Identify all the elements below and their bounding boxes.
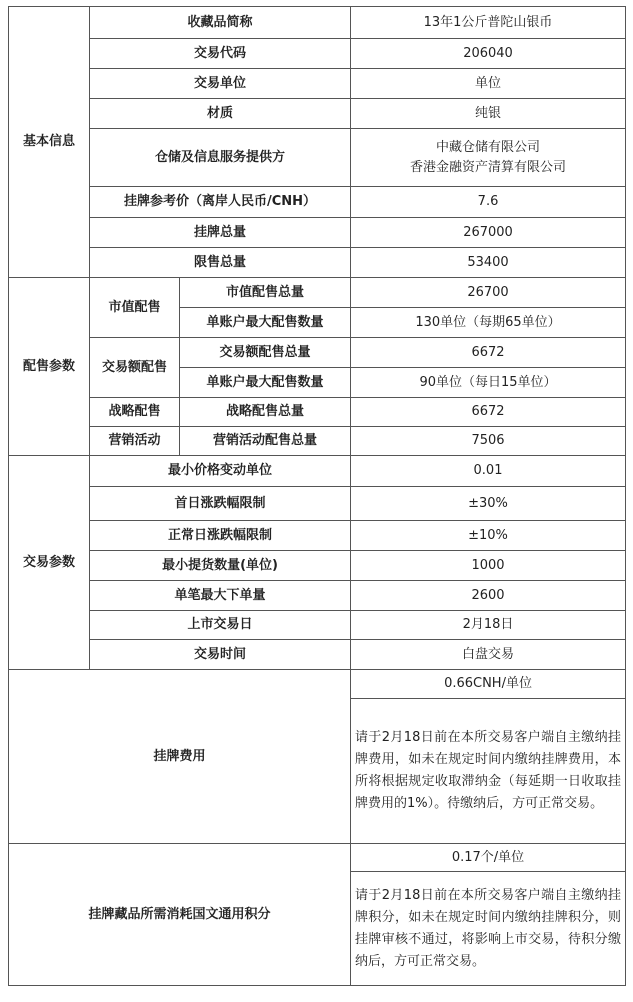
listing-fee-value: 0.66CNH/单位 [351, 670, 626, 699]
field-label: 正常日涨跌幅限制 [90, 521, 351, 551]
listing-points-label: 挂牌藏品所需消耗国文通用积分 [9, 844, 351, 986]
allotment-group-label: 交易额配售 [90, 338, 180, 398]
field-value: 26700 [351, 278, 626, 308]
field-value: 1000 [351, 551, 626, 581]
field-label: 收藏品简称 [90, 7, 351, 39]
provider-line: 中藏仓储有限公司 [436, 139, 541, 155]
allotment-group-label: 营销活动 [90, 427, 180, 456]
section-basic-label: 基本信息 [9, 7, 90, 278]
field-value: 纯银 [351, 99, 626, 129]
field-label: 挂牌参考价（离岸人民币/CNH） [90, 187, 351, 218]
field-label: 最小提货数量(单位) [90, 551, 351, 581]
field-value: 7.6 [351, 187, 626, 218]
field-label: 材质 [90, 99, 351, 129]
field-value: 267000 [351, 218, 626, 248]
allotment-group-label: 战略配售 [90, 398, 180, 427]
field-label: 交易时间 [90, 640, 351, 670]
section-allotment-label: 配售参数 [9, 278, 90, 456]
field-value: 0.01 [351, 456, 626, 487]
field-value: 206040 [351, 39, 626, 69]
field-value: 2月18日 [351, 611, 626, 640]
field-label: 交易单位 [90, 69, 351, 99]
listing-fee-note: 请于2月18日前在本所交易客户端自主缴纳挂牌费用，如未在规定时间内缴纳挂牌费用，本所将根据规定收取滞纳金（每延期一日收取挂牌费用的1%）。待缴纳后，方可正常交易。 [351, 699, 626, 844]
field-value: 6672 [351, 338, 626, 368]
field-value: 90单位（每日15单位） [351, 368, 626, 398]
listing-fee-label: 挂牌费用 [9, 670, 351, 844]
field-label: 市值配售总量 [180, 278, 351, 308]
field-value [351, 129, 626, 187]
field-value: 白盘交易 [351, 640, 626, 670]
field-value: ±10% [351, 521, 626, 551]
field-value: 6672 [351, 398, 626, 427]
listing-points-note: 请于2月18日前在本所交易客户端自主缴纳挂牌积分，如未在规定时间内缴纳挂牌积分，则挂牌审核不通过，将影响上市交易，待积分缴纳后，方可正常交易。 [351, 872, 626, 986]
field-label: 单账户最大配售数量 [180, 308, 351, 338]
field-value: 2600 [351, 581, 626, 611]
field-value: ±30% [351, 487, 626, 521]
section-trading-label: 交易参数 [9, 456, 90, 670]
field-label: 营销活动配售总量 [180, 427, 351, 456]
field-label: 首日涨跌幅限制 [90, 487, 351, 521]
field-label: 战略配售总量 [180, 398, 351, 427]
field-label: 上市交易日 [90, 611, 351, 640]
listing-info-table [8, 6, 626, 986]
field-value: 53400 [351, 248, 626, 278]
field-label: 仓储及信息服务提供方 [90, 129, 351, 187]
field-label: 挂牌总量 [90, 218, 351, 248]
field-label: 单账户最大配售数量 [180, 368, 351, 398]
field-value: 130单位（每期65单位） [351, 308, 626, 338]
field-value: 单位 [351, 69, 626, 99]
allotment-group-label: 市值配售 [90, 278, 180, 338]
field-label: 最小价格变动单位 [90, 456, 351, 487]
listing-points-value: 0.17个/单位 [351, 844, 626, 872]
provider-line: 香港金融资产清算有限公司 [410, 159, 567, 175]
field-label: 限售总量 [90, 248, 351, 278]
field-value: 7506 [351, 427, 626, 456]
field-label: 交易额配售总量 [180, 338, 351, 368]
field-label: 单笔最大下单量 [90, 581, 351, 611]
field-value: 13年1公斤普陀山银币 [351, 7, 626, 39]
field-label: 交易代码 [90, 39, 351, 69]
